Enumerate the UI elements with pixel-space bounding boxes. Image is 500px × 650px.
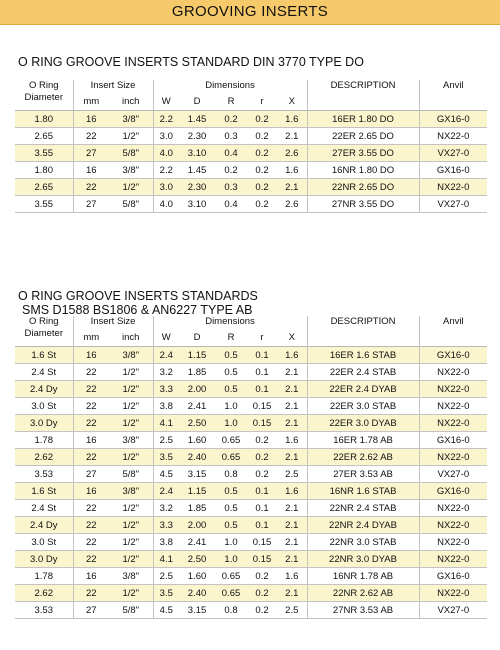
- dimensions-header: Dimensions: [153, 80, 307, 94]
- table-row: [15, 415, 487, 432]
- inch-cell: 1/2": [109, 415, 153, 432]
- small-r-cell: 0.15: [247, 551, 277, 568]
- oring-diameter-cell: 2.4 Dy: [15, 381, 73, 398]
- mm-header: mm: [73, 94, 109, 111]
- oring-diameter-cell: 1.78: [15, 568, 73, 585]
- description-cell: 27NR 3.55 DO: [307, 196, 419, 213]
- inch-header: inch: [109, 330, 153, 347]
- d-cell: 2.50: [179, 551, 215, 568]
- inch-cell: 3/8": [109, 347, 153, 364]
- table-row: [15, 500, 487, 517]
- table-row: [15, 111, 487, 128]
- anvil-cell: NX22-0: [419, 364, 487, 381]
- oring-diameter-header: O Ring: [15, 80, 73, 94]
- big-r-cell: 0.4: [215, 145, 247, 162]
- section1-title: O RING GROOVE INSERTS STANDARD DIN 3770 TYPE DO: [18, 55, 364, 69]
- d-cell: 3.15: [179, 466, 215, 483]
- w-header: W: [153, 94, 179, 111]
- mm-cell: 16: [73, 347, 109, 364]
- x-header: X: [277, 330, 307, 347]
- anvil-cell: VX27-0: [419, 602, 487, 619]
- d-cell: 2.30: [179, 179, 215, 196]
- x-cell: 2.1: [277, 398, 307, 415]
- d-cell: 2.40: [179, 585, 215, 602]
- small-r-cell: 0.2: [247, 111, 277, 128]
- w-cell: 2.5: [153, 568, 179, 585]
- table-row: [15, 602, 487, 619]
- small-r-cell: 0.2: [247, 449, 277, 466]
- din3770-table: [15, 80, 487, 213]
- big-r-header: R: [215, 330, 247, 347]
- small-r-cell: 0.2: [247, 179, 277, 196]
- anvil-cell: NX22-0: [419, 398, 487, 415]
- description-cell: 22ER 3.0 STAB: [307, 398, 419, 415]
- anvil-cell: VX27-0: [419, 196, 487, 213]
- mm-cell: 27: [73, 145, 109, 162]
- d-cell: 2.50: [179, 415, 215, 432]
- mm-cell: 16: [73, 111, 109, 128]
- small-r-cell: 0.15: [247, 415, 277, 432]
- inch-cell: 5/8": [109, 196, 153, 213]
- small-r-cell: 0.1: [247, 517, 277, 534]
- description-cell: 27ER 3.53 AB: [307, 466, 419, 483]
- x-cell: 2.1: [277, 128, 307, 145]
- big-r-cell: 0.65: [215, 568, 247, 585]
- table-row: [15, 432, 487, 449]
- oring-diameter-cell: 1.6 St: [15, 347, 73, 364]
- mm-cell: 27: [73, 602, 109, 619]
- big-r-cell: 0.5: [215, 517, 247, 534]
- w-cell: 3.3: [153, 381, 179, 398]
- big-r-header: R: [215, 94, 247, 111]
- w-cell: 4.0: [153, 196, 179, 213]
- big-r-cell: 1.0: [215, 534, 247, 551]
- sms-bs-an-table: [15, 316, 487, 619]
- small-r-cell: 0.2: [247, 162, 277, 179]
- mm-cell: 22: [73, 364, 109, 381]
- description-cell: 22ER 3.0 DYAB: [307, 415, 419, 432]
- anvil-cell: NX22-0: [419, 128, 487, 145]
- d-cell: 2.41: [179, 534, 215, 551]
- insert-size-header: Insert Size: [73, 316, 153, 330]
- oring-diameter-cell: 3.53: [15, 602, 73, 619]
- inch-cell: 5/8": [109, 466, 153, 483]
- inch-cell: 1/2": [109, 585, 153, 602]
- inch-cell: 1/2": [109, 364, 153, 381]
- x-cell: 1.6: [277, 568, 307, 585]
- x-cell: 2.1: [277, 381, 307, 398]
- anvil-cell: NX22-0: [419, 381, 487, 398]
- w-cell: 3.0: [153, 128, 179, 145]
- big-r-cell: 0.2: [215, 162, 247, 179]
- x-cell: 2.6: [277, 196, 307, 213]
- description-cell: 22ER 2.62 AB: [307, 449, 419, 466]
- table-row: [15, 517, 487, 534]
- oring-diameter-cell: 1.80: [15, 162, 73, 179]
- description-header: DESCRIPTION: [307, 316, 419, 330]
- oring-diameter-cell: 3.0 Dy: [15, 415, 73, 432]
- mm-cell: 22: [73, 128, 109, 145]
- anvil-cell: GX16-0: [419, 483, 487, 500]
- description-cell: 16ER 1.80 DO: [307, 111, 419, 128]
- oring-diameter-cell: 2.65: [15, 179, 73, 196]
- big-r-cell: 0.2: [215, 111, 247, 128]
- description-cell: 27NR 3.53 AB: [307, 602, 419, 619]
- inch-cell: 1/2": [109, 551, 153, 568]
- d-header: D: [179, 330, 215, 347]
- oring-diameter-header: O Ring: [15, 316, 73, 330]
- oring-diameter-cell: 3.53: [15, 466, 73, 483]
- table-row: [15, 398, 487, 415]
- inch-cell: 1/2": [109, 500, 153, 517]
- d-cell: 3.10: [179, 145, 215, 162]
- small-r-cell: 0.2: [247, 585, 277, 602]
- d-cell: 1.85: [179, 364, 215, 381]
- anvil-header-spacer: [419, 330, 487, 347]
- d-cell: 2.41: [179, 398, 215, 415]
- oring-diameter-cell: 2.62: [15, 585, 73, 602]
- description-cell: 16NR 1.6 STAB: [307, 483, 419, 500]
- table-row: [15, 483, 487, 500]
- small-r-cell: 0.1: [247, 500, 277, 517]
- big-r-cell: 0.4: [215, 196, 247, 213]
- d-cell: 3.15: [179, 602, 215, 619]
- oring-diameter-header-line2: Diameter: [15, 330, 73, 347]
- d-cell: 3.10: [179, 196, 215, 213]
- oring-diameter-cell: 3.0 Dy: [15, 551, 73, 568]
- inch-cell: 1/2": [109, 381, 153, 398]
- table-row: [15, 551, 487, 568]
- x-cell: 2.1: [277, 364, 307, 381]
- oring-diameter-cell: 3.0 St: [15, 534, 73, 551]
- description-cell: 22ER 2.65 DO: [307, 128, 419, 145]
- x-cell: 2.1: [277, 534, 307, 551]
- x-cell: 2.5: [277, 602, 307, 619]
- inch-cell: 5/8": [109, 145, 153, 162]
- inch-cell: 1/2": [109, 128, 153, 145]
- x-cell: 2.1: [277, 500, 307, 517]
- description-cell: 16NR 1.78 AB: [307, 568, 419, 585]
- small-r-cell: 0.2: [247, 466, 277, 483]
- anvil-cell: NX22-0: [419, 534, 487, 551]
- d-cell: 2.30: [179, 128, 215, 145]
- table-row: [15, 179, 487, 196]
- x-header: X: [277, 94, 307, 111]
- x-cell: 1.6: [277, 432, 307, 449]
- d-cell: 2.00: [179, 381, 215, 398]
- small-r-cell: 0.2: [247, 128, 277, 145]
- section2-title: O RING GROOVE INSERTS STANDARDS: [18, 289, 258, 303]
- x-cell: 2.1: [277, 585, 307, 602]
- din3770-table-body: [15, 111, 487, 213]
- inch-cell: 1/2": [109, 449, 153, 466]
- x-cell: 2.1: [277, 179, 307, 196]
- oring-diameter-cell: 2.62: [15, 449, 73, 466]
- page-banner: GROOVING INSERTS: [0, 0, 500, 25]
- dimensions-header: Dimensions: [153, 316, 307, 330]
- w-cell: 2.5: [153, 432, 179, 449]
- description-header-spacer: [307, 330, 419, 347]
- anvil-cell: NX22-0: [419, 415, 487, 432]
- small-r-cell: 0.1: [247, 483, 277, 500]
- table-row: [15, 145, 487, 162]
- inch-header: inch: [109, 94, 153, 111]
- table-row: [15, 585, 487, 602]
- big-r-cell: 0.3: [215, 179, 247, 196]
- mm-cell: 22: [73, 585, 109, 602]
- x-cell: 2.1: [277, 449, 307, 466]
- anvil-cell: NX22-0: [419, 551, 487, 568]
- big-r-cell: 0.65: [215, 585, 247, 602]
- w-cell: 3.5: [153, 585, 179, 602]
- sms-bs-an-table-body: [15, 347, 487, 619]
- big-r-cell: 0.5: [215, 483, 247, 500]
- w-cell: 4.1: [153, 415, 179, 432]
- big-r-cell: 0.5: [215, 364, 247, 381]
- table-row: [15, 364, 487, 381]
- oring-diameter-cell: 3.0 St: [15, 398, 73, 415]
- mm-header: mm: [73, 330, 109, 347]
- w-cell: 4.5: [153, 602, 179, 619]
- w-cell: 3.3: [153, 517, 179, 534]
- small-r-cell: 0.2: [247, 432, 277, 449]
- d-header: D: [179, 94, 215, 111]
- table-row: [15, 162, 487, 179]
- inch-cell: 1/2": [109, 534, 153, 551]
- table-row: [15, 568, 487, 585]
- description-cell: 22NR 3.0 DYAB: [307, 551, 419, 568]
- description-cell: 27ER 3.55 DO: [307, 145, 419, 162]
- section2-subtitle: SMS D1588 BS1806 & AN6227 TYPE AB: [22, 303, 253, 317]
- mm-cell: 27: [73, 196, 109, 213]
- mm-cell: 22: [73, 449, 109, 466]
- d-cell: 2.40: [179, 449, 215, 466]
- x-cell: 1.6: [277, 111, 307, 128]
- oring-diameter-cell: 3.55: [15, 196, 73, 213]
- mm-cell: 22: [73, 381, 109, 398]
- anvil-cell: GX16-0: [419, 568, 487, 585]
- big-r-cell: 0.8: [215, 602, 247, 619]
- x-cell: 1.6: [277, 483, 307, 500]
- x-cell: 2.6: [277, 145, 307, 162]
- w-cell: 3.2: [153, 500, 179, 517]
- anvil-cell: NX22-0: [419, 517, 487, 534]
- oring-diameter-header-line2: Diameter: [15, 94, 73, 111]
- description-cell: 22NR 3.0 STAB: [307, 534, 419, 551]
- anvil-header-spacer: [419, 94, 487, 111]
- big-r-cell: 0.8: [215, 466, 247, 483]
- w-cell: 3.2: [153, 364, 179, 381]
- inch-cell: 3/8": [109, 162, 153, 179]
- d-cell: 1.85: [179, 500, 215, 517]
- description-cell: 22ER 2.4 STAB: [307, 364, 419, 381]
- description-cell: 22ER 2.4 DYAB: [307, 381, 419, 398]
- d-cell: 1.15: [179, 483, 215, 500]
- oring-diameter-cell: 1.80: [15, 111, 73, 128]
- mm-cell: 22: [73, 551, 109, 568]
- small-r-cell: 0.2: [247, 602, 277, 619]
- inch-cell: 3/8": [109, 568, 153, 585]
- big-r-cell: 1.0: [215, 551, 247, 568]
- mm-cell: 22: [73, 517, 109, 534]
- w-cell: 4.1: [153, 551, 179, 568]
- small-r-cell: 0.1: [247, 347, 277, 364]
- x-cell: 2.1: [277, 415, 307, 432]
- anvil-cell: VX27-0: [419, 466, 487, 483]
- mm-cell: 22: [73, 398, 109, 415]
- anvil-cell: GX16-0: [419, 432, 487, 449]
- oring-diameter-cell: 1.6 St: [15, 483, 73, 500]
- table-row: [15, 466, 487, 483]
- small-r-cell: 0.1: [247, 364, 277, 381]
- mm-cell: 16: [73, 568, 109, 585]
- mm-cell: 16: [73, 432, 109, 449]
- anvil-cell: GX16-0: [419, 347, 487, 364]
- table-row: [15, 347, 487, 364]
- big-r-cell: 0.5: [215, 381, 247, 398]
- inch-cell: 1/2": [109, 398, 153, 415]
- mm-cell: 22: [73, 500, 109, 517]
- description-cell: 22NR 2.4 STAB: [307, 500, 419, 517]
- mm-cell: 16: [73, 483, 109, 500]
- w-cell: 2.4: [153, 483, 179, 500]
- inch-cell: 1/2": [109, 517, 153, 534]
- w-cell: 3.8: [153, 398, 179, 415]
- table-row: [15, 534, 487, 551]
- mm-cell: 27: [73, 466, 109, 483]
- anvil-header: Anvil: [442, 80, 464, 91]
- w-header: W: [153, 330, 179, 347]
- big-r-cell: 0.5: [215, 500, 247, 517]
- small-r-cell: 0.15: [247, 398, 277, 415]
- w-cell: 3.0: [153, 179, 179, 196]
- anvil-cell: NX22-0: [419, 179, 487, 196]
- mm-cell: 22: [73, 534, 109, 551]
- anvil-cell: NX22-0: [419, 449, 487, 466]
- anvil-cell: GX16-0: [419, 111, 487, 128]
- x-cell: 1.6: [277, 162, 307, 179]
- small-r-cell: 0.15: [247, 534, 277, 551]
- inch-cell: 3/8": [109, 483, 153, 500]
- small-r-header: r: [247, 94, 277, 111]
- small-r-cell: 0.2: [247, 568, 277, 585]
- mm-cell: 16: [73, 162, 109, 179]
- description-cell: 22NR 2.62 AB: [307, 585, 419, 602]
- mm-cell: 22: [73, 415, 109, 432]
- d-cell: 1.60: [179, 568, 215, 585]
- big-r-cell: 0.65: [215, 449, 247, 466]
- oring-diameter-cell: 2.4 St: [15, 364, 73, 381]
- big-r-cell: 0.3: [215, 128, 247, 145]
- d-cell: 2.00: [179, 517, 215, 534]
- x-cell: 2.1: [277, 551, 307, 568]
- small-r-cell: 0.1: [247, 381, 277, 398]
- inch-cell: 3/8": [109, 111, 153, 128]
- oring-diameter-cell: 2.4 St: [15, 500, 73, 517]
- table-row: [15, 128, 487, 145]
- w-cell: 4.0: [153, 145, 179, 162]
- inch-cell: 3/8": [109, 432, 153, 449]
- w-cell: 3.5: [153, 449, 179, 466]
- anvil-cell: NX22-0: [419, 585, 487, 602]
- table-row: [15, 196, 487, 213]
- description-cell: 16ER 1.78 AB: [307, 432, 419, 449]
- w-cell: 3.8: [153, 534, 179, 551]
- x-cell: 2.5: [277, 466, 307, 483]
- anvil-cell: GX16-0: [419, 162, 487, 179]
- description-cell: 22NR 2.65 DO: [307, 179, 419, 196]
- oring-diameter-cell: 2.4 Dy: [15, 517, 73, 534]
- inch-cell: 5/8": [109, 602, 153, 619]
- inch-cell: 1/2": [109, 179, 153, 196]
- d-cell: 1.60: [179, 432, 215, 449]
- big-r-cell: 0.65: [215, 432, 247, 449]
- small-r-header: r: [247, 330, 277, 347]
- d-cell: 1.15: [179, 347, 215, 364]
- big-r-cell: 1.0: [215, 398, 247, 415]
- insert-size-header: Insert Size: [73, 80, 153, 94]
- description-header: DESCRIPTION: [307, 80, 419, 94]
- small-r-cell: 0.2: [247, 145, 277, 162]
- oring-diameter-cell: 1.78: [15, 432, 73, 449]
- x-cell: 1.6: [277, 347, 307, 364]
- description-header-spacer: [307, 94, 419, 111]
- description-cell: 16NR 1.80 DO: [307, 162, 419, 179]
- oring-diameter-cell: 3.55: [15, 145, 73, 162]
- x-cell: 2.1: [277, 517, 307, 534]
- d-cell: 1.45: [179, 162, 215, 179]
- anvil-cell: VX27-0: [419, 145, 487, 162]
- w-cell: 2.2: [153, 162, 179, 179]
- w-cell: 2.2: [153, 111, 179, 128]
- anvil-header: Anvil: [442, 316, 464, 327]
- mm-cell: 22: [73, 179, 109, 196]
- anvil-cell: NX22-0: [419, 500, 487, 517]
- oring-diameter-cell: 2.65: [15, 128, 73, 145]
- w-cell: 4.5: [153, 466, 179, 483]
- table-row: [15, 381, 487, 398]
- description-cell: 16ER 1.6 STAB: [307, 347, 419, 364]
- description-cell: 22NR 2.4 DYAB: [307, 517, 419, 534]
- big-r-cell: 1.0: [215, 415, 247, 432]
- table-row: [15, 449, 487, 466]
- big-r-cell: 0.5: [215, 347, 247, 364]
- small-r-cell: 0.2: [247, 196, 277, 213]
- d-cell: 1.45: [179, 111, 215, 128]
- w-cell: 2.4: [153, 347, 179, 364]
